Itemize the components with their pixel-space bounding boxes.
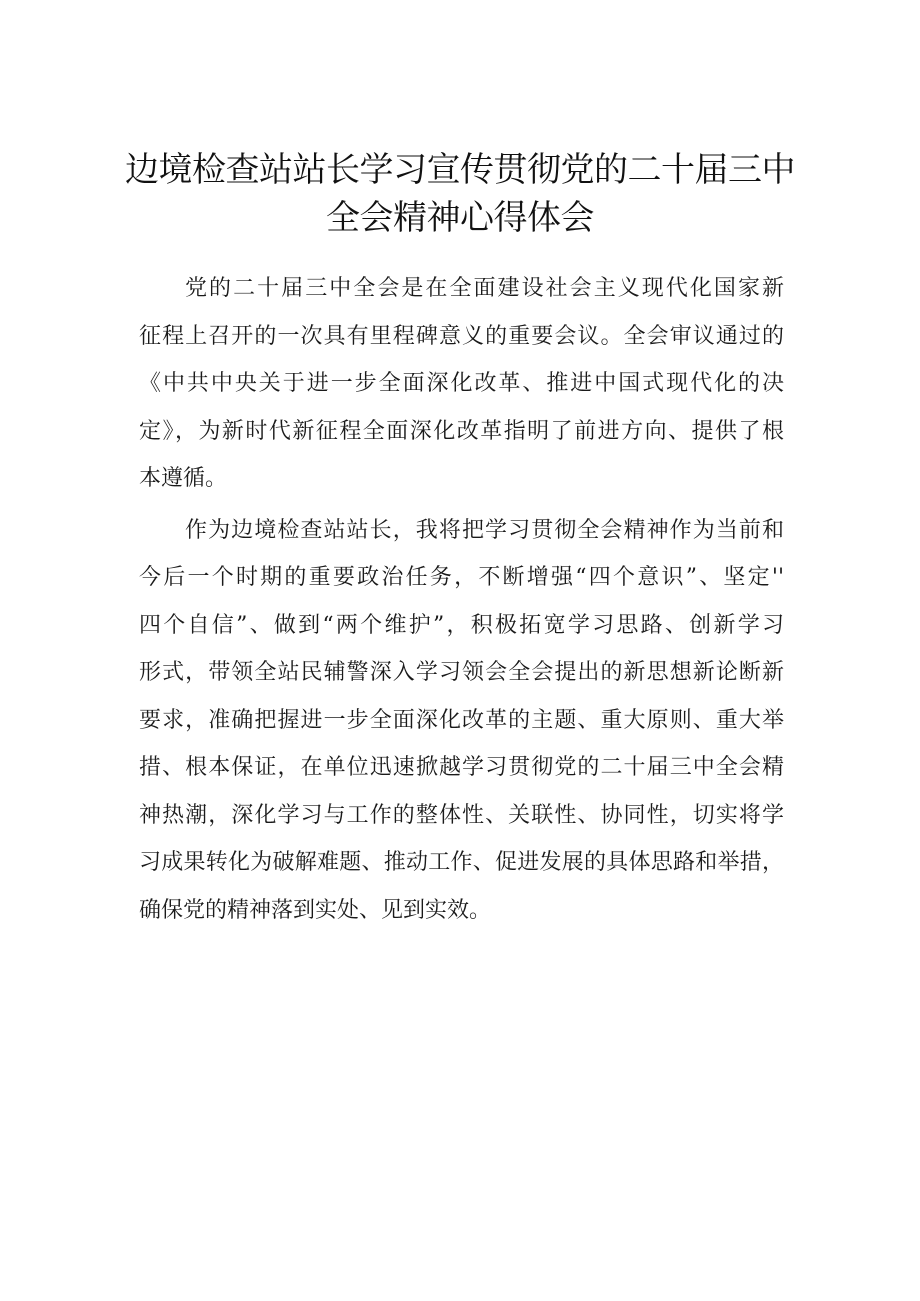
paragraph-line: 确保党的精神落到实处、见到实效。 (139, 897, 492, 923)
paragraph-line: 征程上召开的一次具有里程碑意义的重要会议。全会审议通过的 (139, 323, 784, 349)
paragraph-1 (139, 265, 784, 503)
paragraph-line: 形式，带领全站民辅警深入学习领会全会提出的新思想新论断新 (139, 660, 784, 685)
title-line-1: 边境检查站站长学习宣传贯彻党的二十届三中 (125, 150, 795, 190)
paragraph-line: 四个自信”、做到“两个维护”，积极拓宽学习思路、创新学习 (139, 612, 784, 638)
paragraph-line: 党的二十届三中全会是在全面建设社会主义现代化国家新 (185, 276, 784, 301)
paragraph-2 (139, 507, 784, 935)
paragraph-line: 习成果转化为破解难题、推动工作、促进发展的具体思路和举措， (139, 850, 784, 875)
paragraph-line: 作为边境检查站站长，我将把学习贯彻全会精神作为当前和 (185, 517, 784, 543)
paragraph-line: 今后一个时期的重要政治任务，不断增强“四个意识”、坚定'' (139, 565, 784, 590)
document-title (100, 146, 820, 242)
paragraph-line: 定》，为新时代新征程全面深化改革指明了前进方向、提供了根 (139, 418, 784, 444)
title-line-2: 全会精神心得体会 (326, 198, 594, 238)
document-body (139, 265, 784, 938)
paragraph-line: 本遵循。 (139, 466, 228, 491)
paragraph-line: 要求，准确把握进一步全面深化改革的主题、重大原则、重大举 (139, 707, 784, 733)
paragraph-line: 《中共中央关于进一步全面深化改革、推进中国式现代化的决 (139, 371, 784, 396)
paragraph-line: 神热潮，深化学习与工作的整体性、关联性、协同性，切实将学 (139, 802, 784, 828)
paragraph-line: 措、根本保证，在单位迅速掀越学习贯彻党的二十届三中全会精 (139, 755, 784, 780)
